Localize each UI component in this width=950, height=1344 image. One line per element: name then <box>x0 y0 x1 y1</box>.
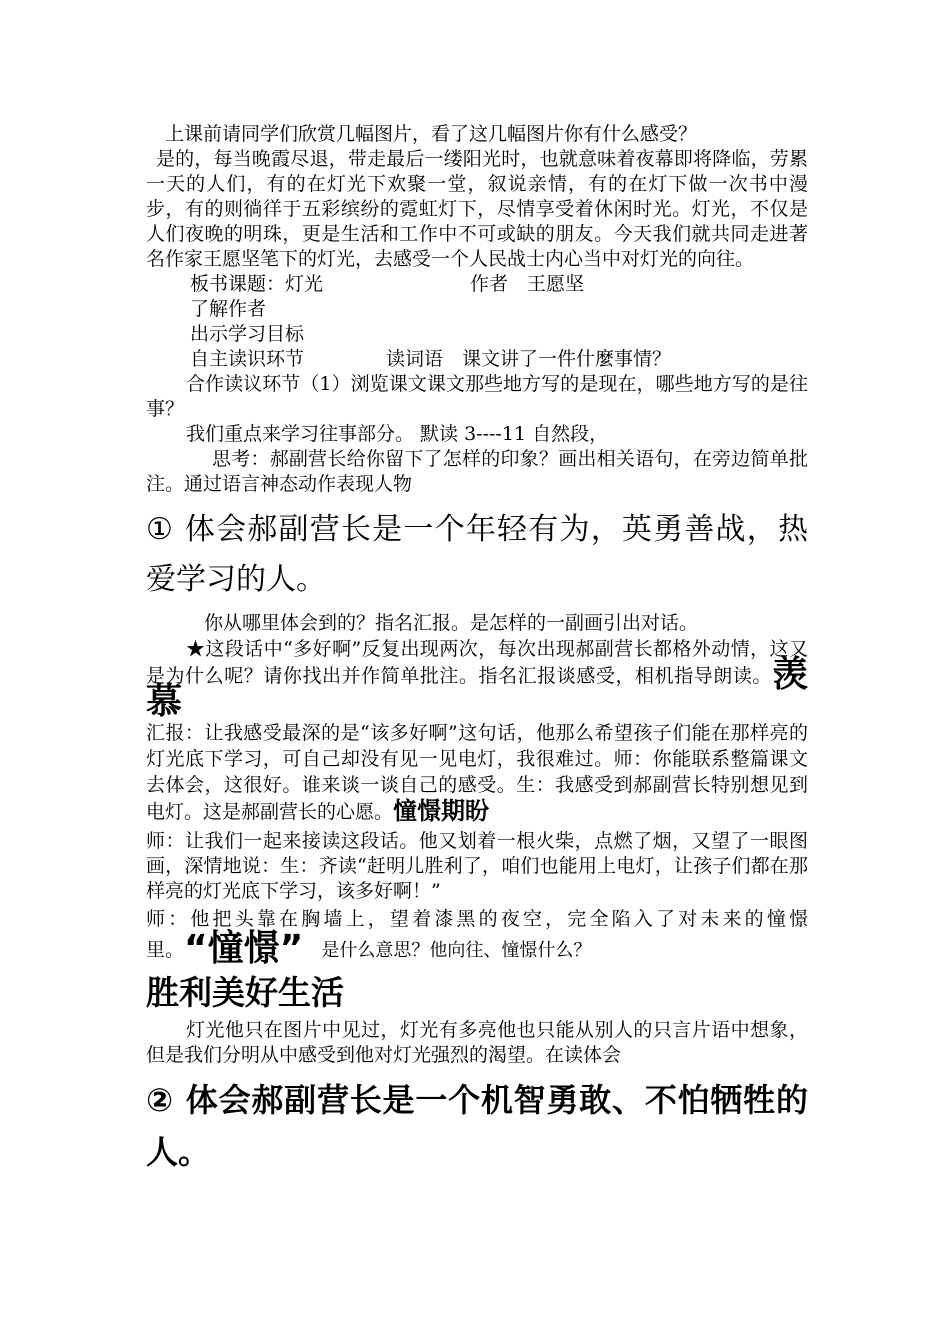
lesson-author: 作者 王愿坚 <box>470 273 585 295</box>
focus-past-events: 我们重点来学习往事部分。 默读 3----11 自然段， <box>186 423 609 445</box>
intro-question: 上课前请同学们欣赏几幅图片，看了这几幅图片你有什么感受？ <box>165 123 698 145</box>
intro-paragraph: 是的，每当晚霞尽退，带走最后一缕阳光时，也就意味着夜幕即将降临，劳累一天的人们，有的在灯光下欢聚一堂，叙说亲情，有的在灯下做一次书中漫步，有的则徜徉于五彩缤纷的霓虹灯下，尽情享受着休闲时光。灯光，不仅是人们夜晚的明珠，更是生活和工作中不可或缺的朋友。今天我们就共同走进著名作家王愿坚笔下的灯光，去感受一个人民战士内心当中对灯光的向往。 <box>146 148 808 270</box>
heading-point-two: ② 体会郝副营长是一个机智勇敢、不怕牺牲的人。 <box>146 1081 808 1171</box>
cooperative-reading: 合作读议环节（1）浏览课文课文那些地方写的是现在，哪些地方写的是往事？ <box>146 373 808 420</box>
self-reading-label: 自主读识环节 <box>190 348 305 370</box>
keyword-victory-life: 胜利美好生活 <box>146 973 344 1012</box>
document-page <box>146 120 808 1178</box>
teacher-question <box>146 904 808 969</box>
thinking-prompt: 思考：郝副营长给你留下了怎样的印象？画出相关语句，在旁边简单批注。通过语言神态动作表现人物 <box>146 448 808 495</box>
light-paragraph: 灯光他只在图片中见过，灯光有多亮他也只能从别人的只言片语中想象，但是我们分明从中感受到他对灯光强烈的渴望。在读体会 <box>146 1019 808 1066</box>
teacher-reading: 师：让我们一起来接读这段话。他又划着一根火柴，点燃了烟，又望了一眼图画，深情地说：生：齐读“赶明儿胜利了，咱们也能用上电灯，让孩子们都在那样亮的灯光底下学习，该多好啊！” <box>146 830 808 902</box>
teacher-question-text: 师：他把头靠在胸墙上，望着漆黑的夜空，完全陷入了对未来的憧憬里。 <box>146 908 808 961</box>
teacher-question-followup: 是什么意思？他向往、憧憬什么？ <box>321 940 592 961</box>
self-reading-task: 读词语 课文讲了一件什麼事情？ <box>386 348 672 370</box>
question-duoha-text: ★这段话中“多好啊”反复出现两次，每次出现郝副营长都格外动情，这又是为什么呢？请你找出并作简单批注。指名汇报谈感受，相机指导朗读。 <box>146 638 808 687</box>
self-reading-line <box>146 347 808 372</box>
question-duoha <box>146 636 808 722</box>
lesson-title: 板书课题：灯光 <box>190 273 324 295</box>
step-know-author: 了解作者 <box>190 298 267 320</box>
keyword-envy: 羡慕 <box>146 654 808 722</box>
question-where: 你从哪里体会到的？指名汇报。是怎样的一副画引出对话。 <box>204 612 699 634</box>
heading-point-one: ① 体会郝副营长是一个年轻有为，英勇善战，热爱学习的人。 <box>146 512 808 597</box>
step-show-goals: 出示学习目标 <box>190 323 305 345</box>
keyword-longing: 憧憬期盼 <box>393 797 490 825</box>
student-report <box>146 720 808 825</box>
keyword-chongjing: “憧憬” <box>184 928 304 969</box>
student-report-text: 汇报：让我感受最深的是“该多好啊”这句话，他那么希望孩子们能在那样亮的灯光底下学习，可自己却没有见一见电灯，我很难过。师：你能联系整篇课文去体会，这很好。谁来谈一谈自己的感受。生：我感受到郝副营长特别想见到电灯。这是郝副营长的心愿。 <box>146 722 808 823</box>
lesson-title-line <box>146 272 808 297</box>
